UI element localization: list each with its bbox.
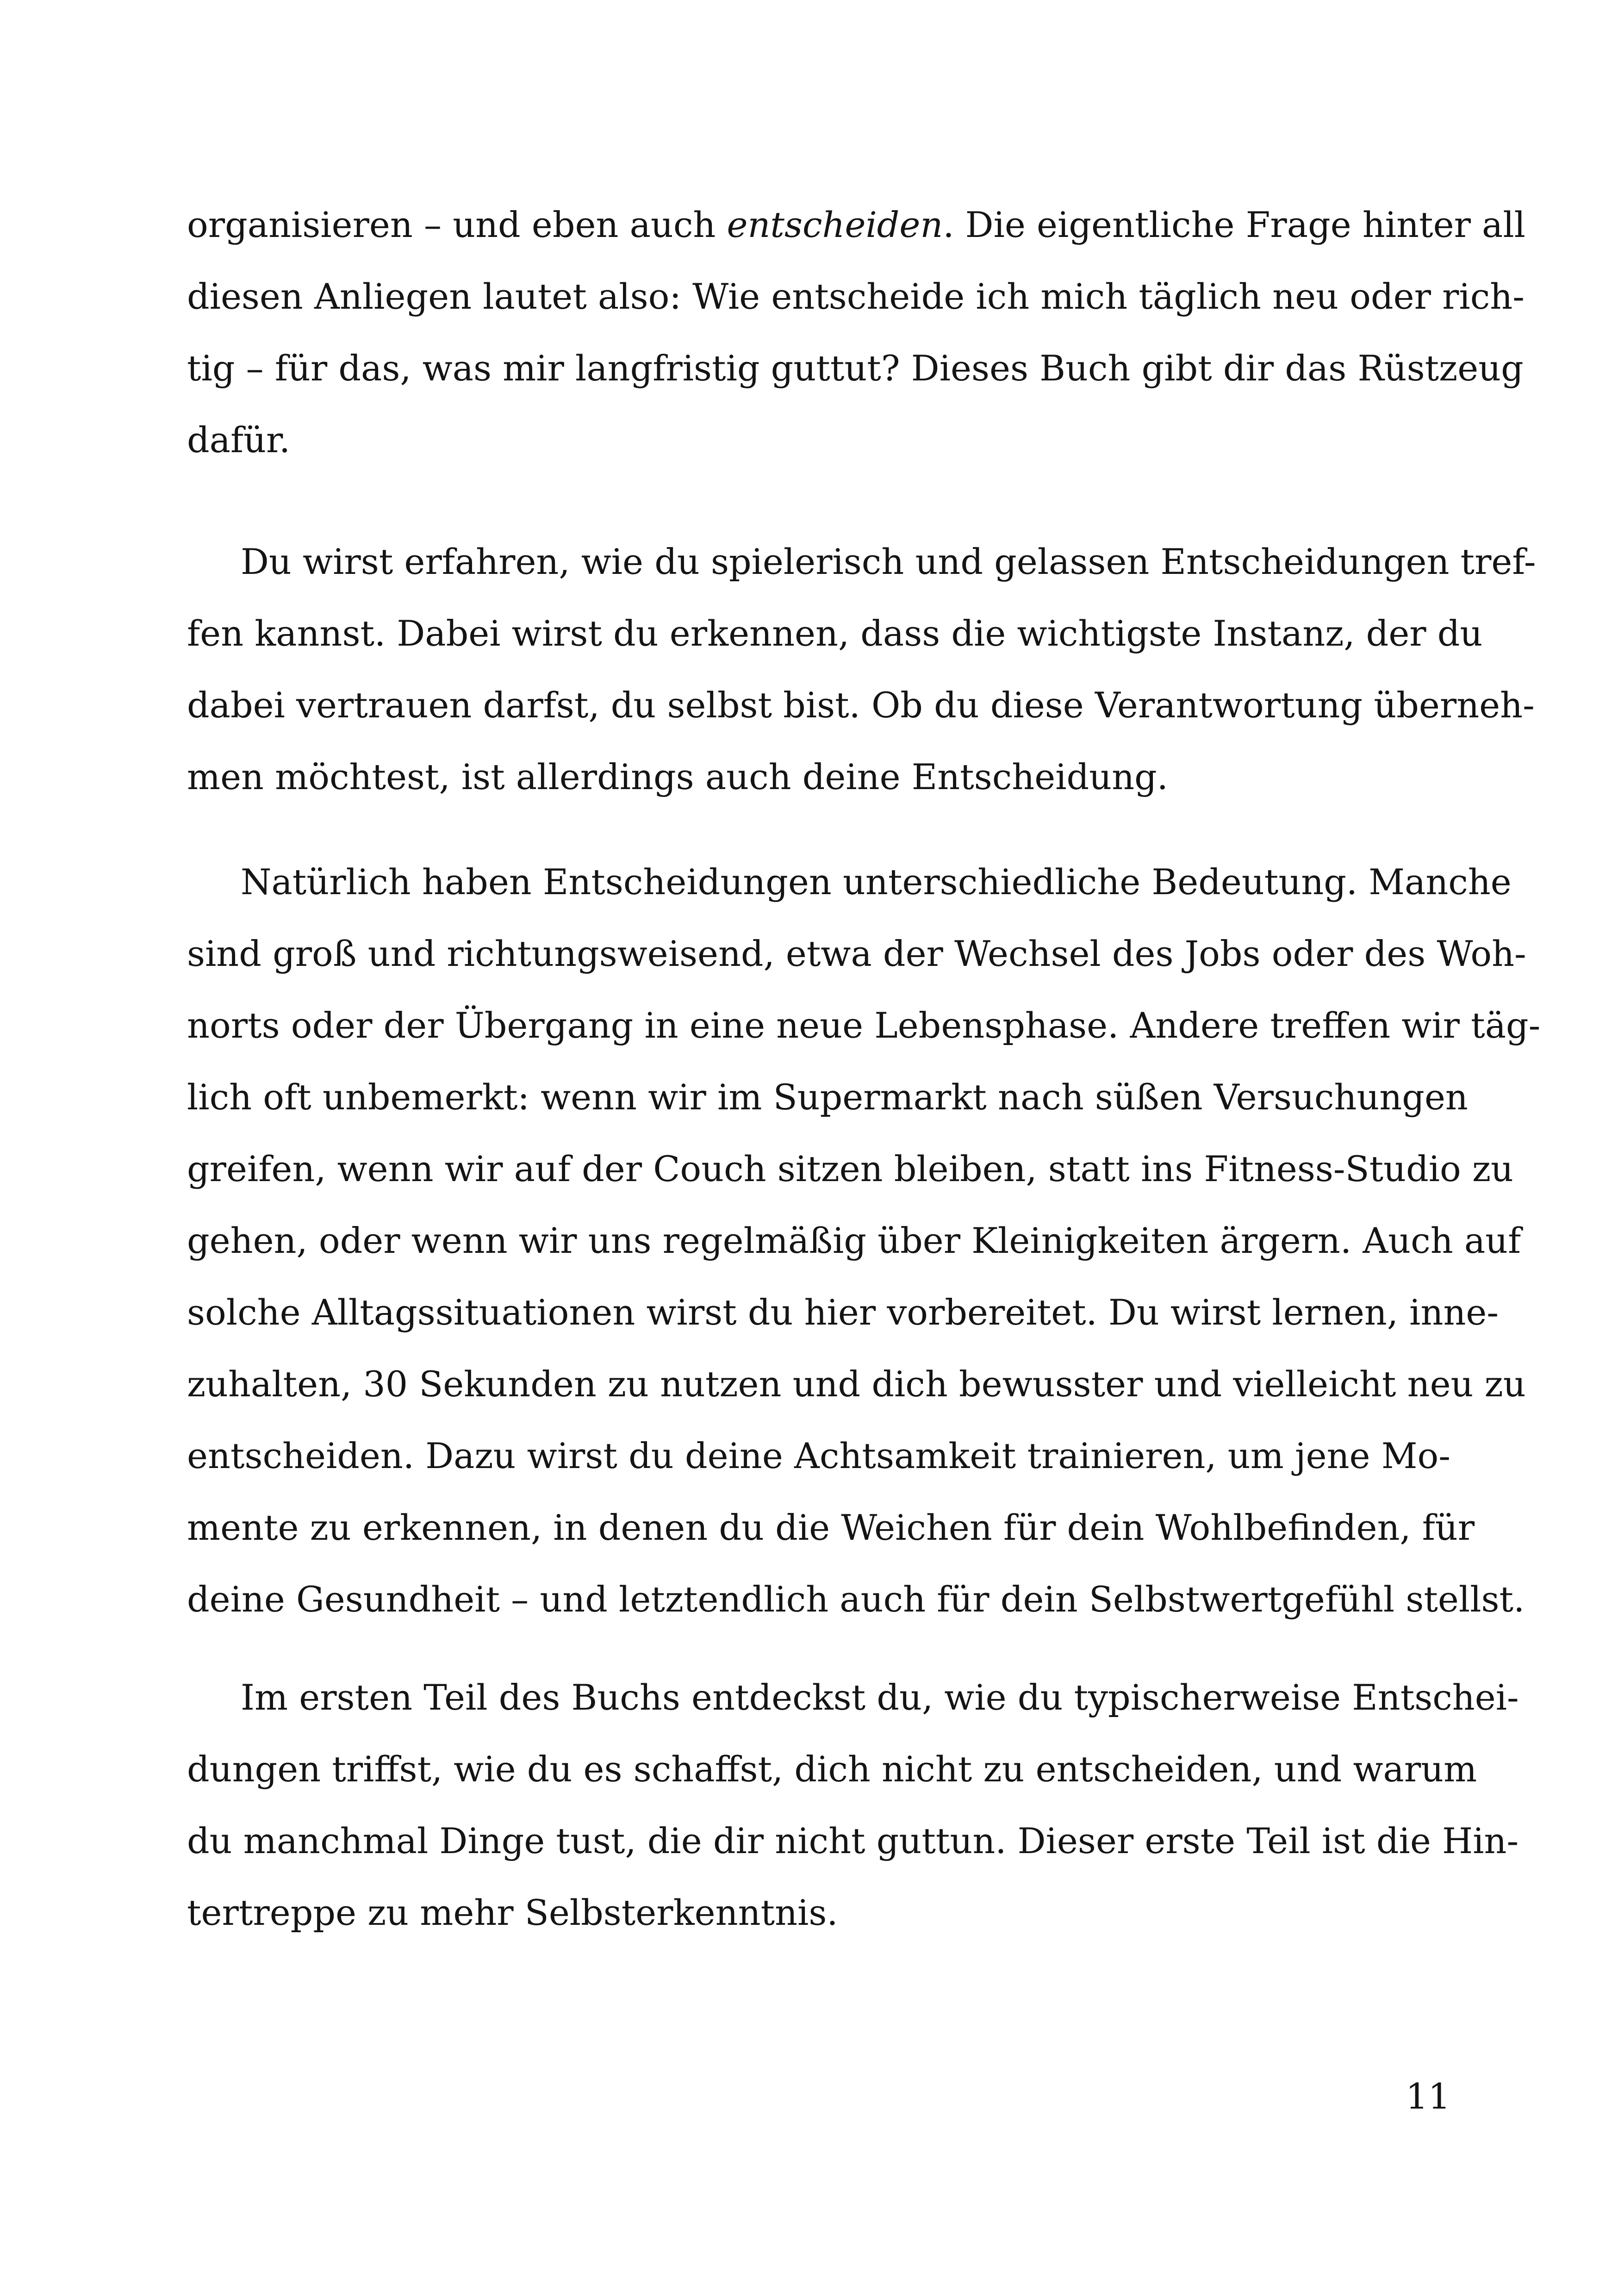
page-number: 11: [1406, 2076, 1450, 2117]
text-line: [187, 189, 1525, 261]
text-line: gehen, oder wenn wir uns regelmäßig über Kleinigkeiten ärgern. Auch auf: [187, 1220, 1521, 1261]
text-line: entscheiden. Dazu wirst du deine Achtsamkeit trainieren, um jene Mo-: [187, 1435, 1450, 1476]
text-line: zuhalten, 30 Sekunden zu nutzen und dich bewusster und vielleicht neu zu: [187, 1363, 1526, 1405]
text-line: dabei vertrauen darfst, du selbst bist. Ob du diese Verantwortung überneh-: [187, 684, 1535, 726]
paragraph-4: [187, 1661, 1519, 1948]
text-line: solche Alltagssituationen wirst du hier vorbereitet. Du wirst lernen, inne-: [187, 1292, 1499, 1333]
text-line: dungen triffst, wie du es schaffst, dich nicht zu entscheiden, und warum: [187, 1748, 1477, 1790]
text-line: sind groß und richtungsweisend, etwa der Wechsel des Jobs oder des Woh-: [187, 933, 1526, 974]
text-line: lich oft unbemerkt: wenn wir im Supermarkt nach süßen Versuchungen: [187, 1076, 1468, 1118]
text-line: Du wirst erfahren, wie du spielerisch und gelassen Entscheidungen tref-: [241, 541, 1536, 582]
text-line: Natürlich haben Entscheidungen unterschiedliche Bedeutung. Manche: [241, 861, 1512, 902]
text-line: greifen, wenn wir auf der Couch sitzen bleiben, statt ins Fitness-Studio zu: [187, 1148, 1513, 1189]
text-segment: . Die eigentliche Frage hinter all: [943, 204, 1525, 245]
text-line: men möchtest, ist allerdings auch deine Entscheidung.: [187, 756, 1168, 797]
text-line: dafür.: [187, 419, 291, 460]
text-line: norts oder der Übergang in eine neue Lebensphase. Andere treffen wir täg-: [187, 1005, 1541, 1046]
emphasized-word: entscheiden: [727, 204, 943, 245]
text-line: Im ersten Teil des Buchs entdeckst du, wie du typischerweise Entschei-: [241, 1677, 1519, 1718]
text-line: deine Gesundheit – und letztendlich auch für dein Selbstwertgefühl stellst.: [187, 1579, 1525, 1620]
paragraph-1: [187, 189, 1525, 476]
text-line: mente zu erkennen, in denen du die Weichen für dein Wohlbefinden, für: [187, 1507, 1475, 1548]
text-line: du manchmal Dinge tust, die dir nicht guttun. Dieser erste Teil ist die Hin-: [187, 1820, 1519, 1861]
text-line: fen kannst. Dabei wirst du erkennen, dass die wichtigste Instanz, der du: [187, 613, 1483, 654]
text-line: tertreppe zu mehr Selbsterkenntnis.: [187, 1892, 838, 1933]
text-line: tig – für das, was mir langfristig guttut? Dieses Buch gibt dir das Rüstzeug: [187, 348, 1524, 389]
text-segment: organisieren – und eben auch: [187, 204, 727, 245]
paragraph-3: [187, 846, 1541, 1635]
paragraph-2: [187, 526, 1536, 813]
text-line: diesen Anliegen lautet also: Wie entscheide ich mich täglich neu oder rich-: [187, 276, 1525, 317]
